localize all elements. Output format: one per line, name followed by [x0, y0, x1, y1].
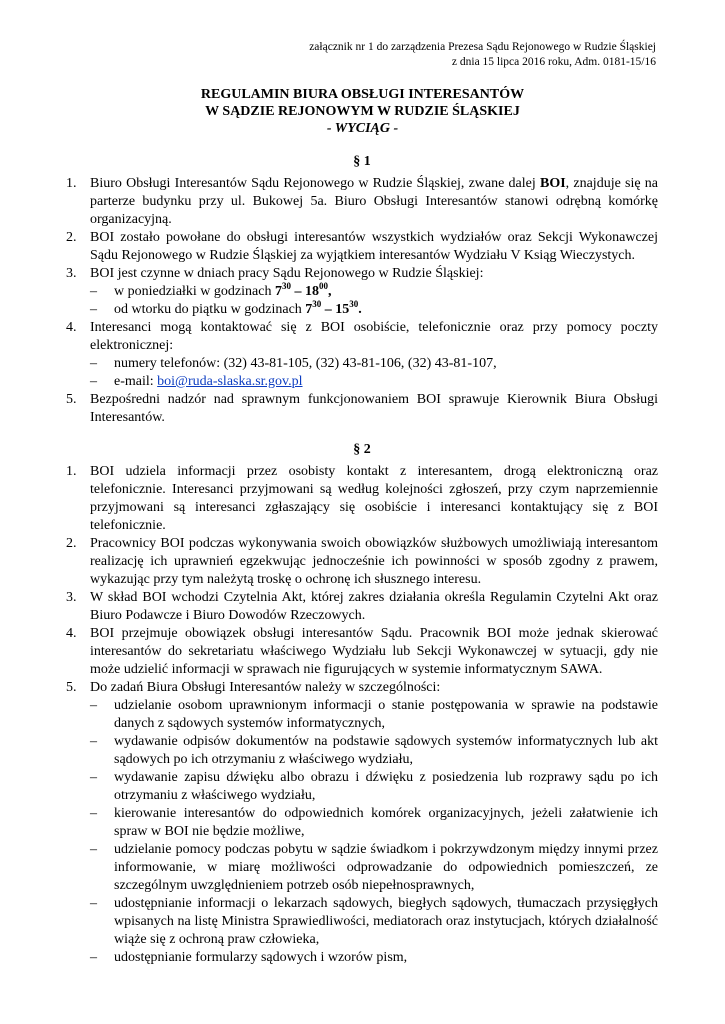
dash-bullet: –	[90, 734, 97, 749]
contact-list	[90, 355, 658, 391]
section-2-title: § 2	[353, 442, 371, 457]
task-item	[90, 805, 658, 841]
section-1-title: § 1	[353, 154, 371, 169]
item-text: BOI przejmuje obowiązek obsługi interesantów Sądu. Pracownik BOI może jednak skierować interesantów do sekretariatu właściwego Wydziału lub Sekcji Wykonawczej w sytuacji, gdy nie może udzielić informacji w sprawach nie figurujących w systemie informatycznym SAWA.	[90, 626, 658, 677]
item-text: Pracownicy BOI podczas wykonywania swoich obowiązków służbowych umożliwiają interesantom realizację ich uprawnień egzekwując jednocześnie ich powinności w sposób zgodny z prawem, wykazując przy tym należytą troskę o ochronę ich słusznego interesu.	[90, 536, 658, 587]
hour-separator: –	[321, 302, 336, 317]
opening-hours-tue-fri	[90, 301, 658, 319]
section-2-list	[66, 463, 658, 967]
boi-abbreviation: BOI	[539, 176, 566, 191]
dash-bullet: –	[90, 770, 97, 785]
document-title	[0, 86, 725, 137]
task-text: udzielanie osobom uprawnionym informacji o stanie postępowania w sprawie na podstawie danych z sądowych systemów informatycznych,	[114, 698, 658, 731]
punctuation: .	[358, 302, 362, 317]
item-number: 1.	[66, 176, 77, 191]
dash-bullet: –	[90, 302, 97, 317]
item-number: 4.	[66, 626, 77, 641]
hour-end: 15	[335, 302, 350, 317]
hour-end: 18	[304, 284, 319, 299]
item-number: 3.	[66, 266, 77, 281]
item-text: Bezpośredni nadzór nad sprawnym funkcjonowaniem BOI sprawuje Kierownik Biura Obsługi Interesantów.	[90, 392, 658, 425]
opening-hours-monday	[90, 283, 658, 301]
list-item	[66, 229, 658, 265]
item-number: 1.	[66, 464, 77, 479]
list-item	[66, 265, 658, 319]
item-text: Interesanci mogą kontaktować się z BOI osobiście, telefonicznie oraz przy pomocy poczty elektronicznej:	[90, 320, 658, 353]
dash-bullet: –	[90, 806, 97, 821]
document-header	[309, 40, 656, 70]
title-line-2: W SĄDZIE REJONOWYM W RUDZIE ŚLĄSKIEJ	[205, 104, 520, 119]
tasks-list	[90, 697, 658, 967]
dash-bullet: –	[90, 842, 97, 857]
section-1	[66, 153, 658, 427]
item-text: Do zadań Biura Obsługi Interesantów należy w szczególności:	[90, 680, 441, 695]
item-number: 4.	[66, 320, 77, 335]
dash-bullet: –	[90, 284, 97, 299]
hour-separator: –	[290, 284, 305, 299]
header-line-2: z dnia 15 lipca 2016 roku, Adm. 0181-15/16	[451, 56, 656, 68]
contact-email	[90, 373, 658, 391]
hour-start: 7	[305, 302, 313, 317]
task-text: udostępnianie informacji o lekarzach sądowych, biegłych sądowych, tłumaczach przysięgłych wpisanych na listę Ministra Sprawiedliwości, mediatorach oraz instytucjach, których działalność wiąże się z ochroną praw człowieka,	[114, 896, 658, 947]
hours-text: od wtorku do piątku w godzinach	[114, 302, 306, 317]
list-item	[66, 625, 658, 679]
task-item	[90, 949, 658, 967]
dash-bullet: –	[90, 896, 97, 911]
item-number: 5.	[66, 680, 77, 695]
section-1-list	[66, 175, 658, 427]
title-line-1: REGULAMIN BIURA OBSŁUGI INTERESANTÓW	[200, 87, 525, 102]
minute-start: 30	[281, 281, 291, 291]
item-number: 3.	[66, 590, 77, 605]
header-line-1: załącznik nr 1 do zarządzenia Prezesa Sądu Rejonowego w Rudzie Śląskiej	[309, 41, 656, 53]
task-text: wydawanie zapisu dźwięku albo obrazu i dźwięku z posiedzenia lub rozprawy sądu po ich otrzymaniu z właściwego wydziału,	[114, 770, 658, 803]
list-item	[66, 679, 658, 967]
item-number: 2.	[66, 230, 77, 245]
item-text: BOI zostało powołane do obsługi interesantów wszystkich wydziałów oraz Sekcji Wykonawczej Sądu Rejonowego w Rudzie Śląskiej za wyjątkiem interesantów Wydziału V Ksiąg Wieczystych.	[90, 230, 658, 263]
email-link[interactable]: boi@ruda-slaska.sr.gov.pl	[157, 374, 303, 389]
task-item	[90, 841, 658, 895]
dash-bullet: –	[90, 950, 97, 965]
task-text: kierowanie interesantów do odpowiednich komórek organizacyjnych, jeżeli załatwienie ich spraw w BOI nie będzie możliwe,	[114, 806, 658, 839]
email-label: e-mail:	[114, 374, 158, 389]
task-item	[90, 733, 658, 769]
contact-phones	[90, 355, 658, 373]
list-item	[66, 463, 658, 535]
minute-end: 30	[349, 299, 359, 309]
document-body	[66, 153, 658, 967]
minute-end: 00	[318, 281, 328, 291]
list-item	[66, 175, 658, 229]
item-text: BOI jest czynne w dniach pracy Sądu Rejonowego w Rudzie Śląskiej:	[90, 266, 484, 281]
hours-text: w poniedziałki w godzinach	[114, 284, 275, 299]
dash-bullet: –	[90, 374, 97, 389]
title-subtitle: - WYCIĄG -	[326, 121, 399, 136]
task-text: udostępnianie formularzy sądowych i wzorów pism,	[114, 950, 408, 965]
item-number: 2.	[66, 536, 77, 551]
minute-start: 30	[312, 299, 322, 309]
list-item	[66, 391, 658, 427]
item-text: BOI udziela informacji przez osobisty kontakt z interesantem, drogą elektroniczną oraz telefonicznie. Interesanci przyjmowani są według kolejności zgłoszeń, przy czym naprzemiennie przyjmowani są interesanci zgłaszający się osobiście i interesanci kontaktujący się z BOI telefonicznie.	[90, 464, 658, 533]
item-text: , znajduje się na parterze budynku przy ul. Bukowej 5a. Biuro Obsługi Interesantów stanowi odrębną komórkę organizacyjną.	[90, 176, 658, 227]
item-text: Biuro Obsługi Interesantów Sądu Rejonowego w Rudzie Śląskiej, zwane dalej	[90, 176, 540, 191]
dash-bullet: –	[90, 356, 97, 371]
punctuation: ,	[327, 284, 332, 299]
section-2	[66, 441, 658, 967]
list-item	[66, 589, 658, 625]
task-item	[90, 697, 658, 733]
list-item	[66, 319, 658, 391]
list-item	[66, 535, 658, 589]
dash-bullet: –	[90, 698, 97, 713]
item-number: 5.	[66, 392, 77, 407]
opening-hours-list	[90, 283, 658, 319]
task-item	[90, 895, 658, 949]
task-text: wydawanie odpisów dokumentów na podstawie sądowych systemów informatycznych lub akt sądowych po ich otrzymaniu z właściwego wydziału,	[114, 734, 658, 767]
item-text: W skład BOI wchodzi Czytelnia Akt, której zakres działania określa Regulamin Czytelni Akt oraz Biuro Podawcze i Biuro Dowodów Rzeczowych.	[90, 590, 658, 623]
phone-numbers: numery telefonów: (32) 43-81-105, (32) 43-81-106, (32) 43-81-107,	[114, 356, 497, 371]
hour-start: 7	[274, 284, 282, 299]
task-text: udzielanie pomocy podczas pobytu w sądzie świadkom i pokrzywdzonym między innymi przez informowanie, w miarę możliwości odprowadzanie do odpowiednich pomieszczeń, ze szczególnym uwzględnieniem potrzeb osób niepełnosprawnych,	[114, 842, 658, 893]
hours-range	[305, 299, 362, 317]
hours-range	[274, 281, 332, 299]
task-item	[90, 769, 658, 805]
